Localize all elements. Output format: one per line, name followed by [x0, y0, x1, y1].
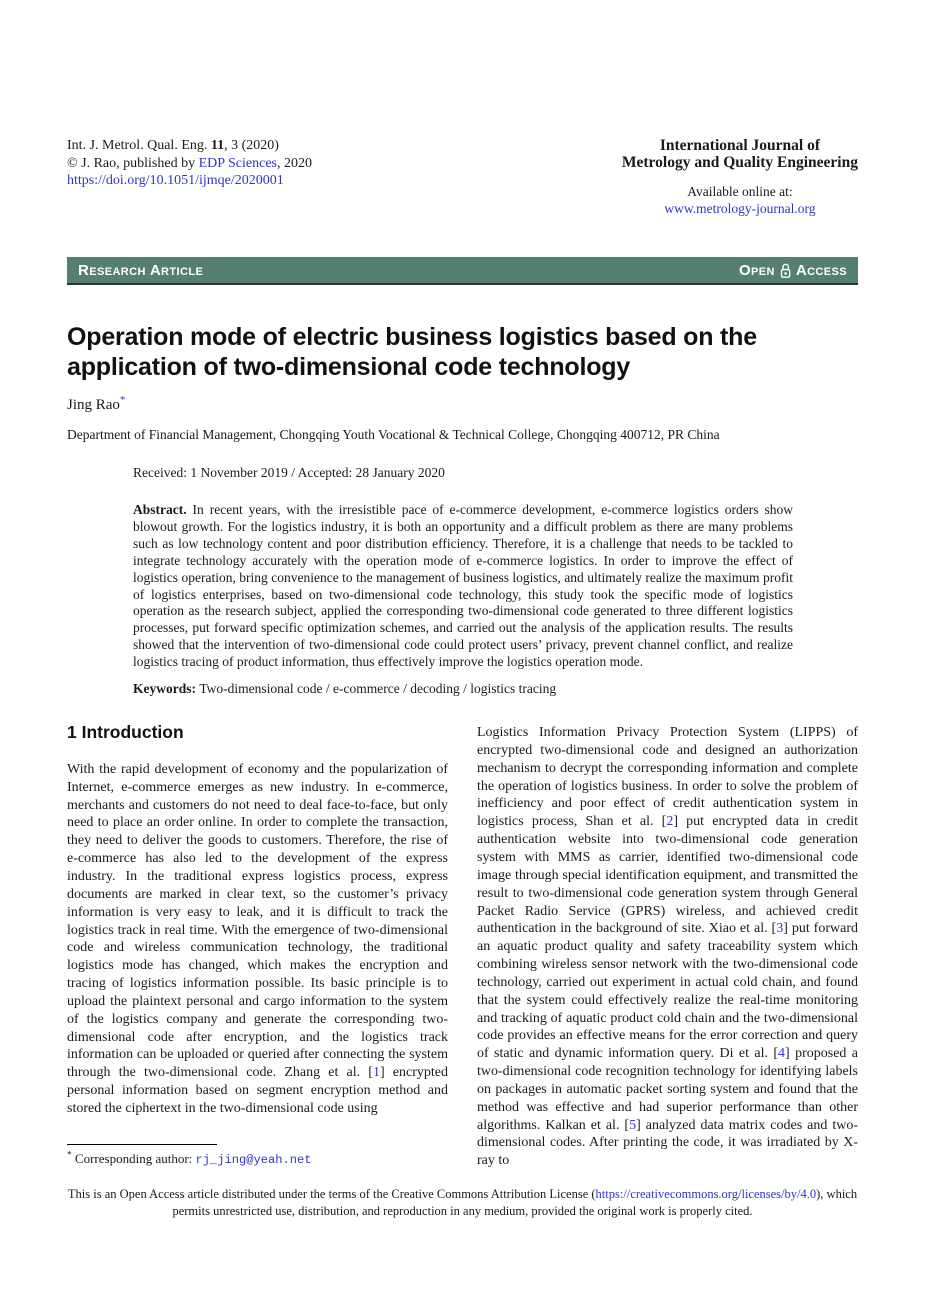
citation-line — [67, 137, 312, 155]
email-link[interactable]: rj_jing@yeah.net — [195, 1153, 312, 1168]
text-segment: Logistics Information Privacy Protection System (LIPPS) of encrypted two-dimensional code and designed an authorization mechanism to decrypt the corresponding information and complete the operation of logistics business. In order to solve the problem of inefficiency and poor effect of credit authentication system in logistics process, Shan et al. [ — [477, 725, 858, 830]
footnote-rule — [67, 1144, 217, 1145]
open-access-license — [67, 1186, 858, 1219]
intro-paragraph-right — [477, 724, 858, 1170]
keywords-line — [133, 681, 793, 697]
footnote-marker: * — [67, 1150, 72, 1161]
received-accepted-line: Received: 1 November 2019 / Accepted: 28 January 2020 — [133, 465, 445, 480]
journal-name-line2: Metrology and Quality Engineering — [621, 154, 858, 171]
body-columns — [67, 724, 858, 1170]
article-title: Operation mode of electric business logistics based on the application of two-dimensional code technology — [67, 323, 757, 381]
text-segment: ] analyzed data matrix codes and two-dimensional codes. After printing the code, it was irradiated by X-ray to — [477, 1117, 858, 1169]
right-column — [477, 724, 858, 1170]
available-online-label: Available online at: — [687, 184, 793, 199]
link[interactable]: https://creativecommons.org/licenses/by/4.0 — [595, 1187, 817, 1202]
author-line — [67, 394, 858, 414]
text-segment: , 3 (2020) — [224, 138, 279, 153]
bold-text: Keywords: — [133, 681, 200, 697]
open-access-badge — [739, 262, 847, 279]
abstract — [133, 502, 793, 671]
page-header — [67, 137, 858, 217]
citation-ref[interactable]: 1 — [372, 1065, 380, 1081]
bold-text: Abstract. — [133, 502, 193, 517]
open-lock-icon — [779, 262, 792, 279]
text-segment: Int. J. Metrol. Qual. Eng. — [67, 138, 211, 153]
left-column-content — [67, 724, 448, 1118]
text-segment: ] encrypted personal information based on segment encryption method and stored the ciphertext in the two-dimensional code using — [67, 1065, 448, 1116]
corresponding-author-footnote — [67, 1144, 448, 1170]
text-segment: With the rapid development of economy and the popularization of Internet, e-commerce emerges as new industry. In e-commerce, merchants and customers do not need to deal face-to-face, but only need to place an order online. In order to complete the transaction, they need to deliver the goods to customers. Therefore, the rise of e-commerce has also led to the development of the express industry. In the traditional express logistics process, express documents are marked in clear text, so the customer’s privacy information is very easy to leak, and it is difficult to track the logistics track in real time. With the emergence of two-dimensional code and wireless communication technology, the traditional logistics mode has changed, which makes the encryption and tracing of logistics information possible. Its basic principle is to upload the plaintext personal and cargo information to the system of the logistics company and generate the corresponding two-dimensional code after encryption, and the logistics track information can be uploaded or queried after connecting the system through the two-dimensional code. Zhang et al. [ — [67, 761, 448, 1081]
text-segment: © J. Rao, published by — [67, 155, 199, 171]
journal-name — [622, 137, 858, 171]
citation-ref[interactable]: 3 — [776, 921, 784, 937]
text-segment: ] put forward an aquatic product quality and safety traceability system which combining wireless sensor network with the two-dimensional code technology, carried out experiment in actual cold chain, and found that the system could effectively realize the real-time monitoring and tracking of aquatic product cold chain and the two-dimensional code provides an effective means for the error correction and query of static and dynamic information query. Di et al. [ — [477, 921, 858, 1062]
section-heading-introduction: 1 Introduction — [67, 722, 184, 743]
text-segment: In recent years, with the irresistible pace of e-commerce development, e-commerce logistics orders show blowout growth. For the logistics industry, it is both an opportunity and a difficult problem as there are many problems such as low technology content and poor distribution efficiency. Therefore, it is a challenge that needs to be tackled to integrate technology accurately with the operation mode of e-commerce logistics. In order to improve the effect of logistics operation, bring convenience to the management of business logistics, and ultimately realize the maximum profit of logistics enterprises, based on two-dimensional code technology, this study took the specific mode of logistics operation as the research subject, applied the corresponding two-dimensional code generated to three different logistics processes, put forward specific optimization schemes, and carried out the analysis of the application results. The results showed that the intervention of two-dimensional code could protect users’ privacy, prevent channel conflict, and realize logistics tracing of product information, thus effectively improve the logistics operation mode. — [133, 502, 793, 670]
text-segment: ), which permits unrestricted use, distribution, and reproduction in any medium, provided the original work is properly cited. — [172, 1187, 858, 1218]
text-segment: , 2020 — [277, 155, 312, 171]
article-type-banner — [67, 257, 858, 285]
citation-ref[interactable]: 2 — [666, 814, 674, 830]
affiliation: Department of Financial Management, Chongqing Youth Vocational & Technical College, Chongqing 400712, PR China — [67, 427, 720, 442]
journal-url-link[interactable]: www.metrology-journal.org — [664, 200, 816, 216]
open-label: Open — [738, 261, 775, 279]
text-segment: Two-dimensional code / e-commerce / decoding / logistics tracing — [199, 681, 557, 697]
doi-line — [67, 172, 312, 190]
copyright-line — [67, 155, 312, 173]
citation-ref[interactable]: 5 — [629, 1117, 637, 1133]
text-segment: ] put encrypted data in credit authentication website into two-dimensional code generation system with MMS as carrier, identified two-dimensional code image through special identification equipment, and transmitted the result to two-dimensional code generation system through General Packet Radio Service (GPRS) wireless, and achieved credit authentication in the background of site. Xiao et al. [ — [477, 814, 859, 937]
journal-block — [622, 137, 858, 217]
link[interactable]: https://doi.org/10.1051/ijmqe/2020001 — [67, 173, 284, 188]
citation-ref[interactable]: 4 — [778, 1046, 786, 1062]
text-segment: Jing Rao — [67, 397, 120, 413]
text-segment: ] proposed a two-dimensional code recognition technology for identifying labels on packages in automatic packet sorting system and found that the method was effective and had superior performance than other algorithms. Kalkan et al. [ — [477, 1046, 859, 1133]
text-segment: Corresponding author: — [71, 1151, 196, 1167]
author-footnote-marker[interactable]: * — [119, 394, 126, 406]
link[interactable]: EDP Sciences — [198, 155, 277, 171]
access-label: Access — [795, 261, 847, 279]
citation-block — [67, 137, 312, 190]
bold-text: 11 — [210, 138, 225, 153]
left-column — [67, 724, 448, 1170]
journal-name-line1: International Journal of — [659, 137, 821, 154]
article-type-label: Research Article — [78, 261, 204, 279]
footnote-text — [67, 1150, 448, 1170]
text-segment: This is an Open Access article distributed under the terms of the Creative Commons Attribution License ( — [67, 1187, 596, 1202]
intro-paragraph-left — [67, 761, 448, 1118]
